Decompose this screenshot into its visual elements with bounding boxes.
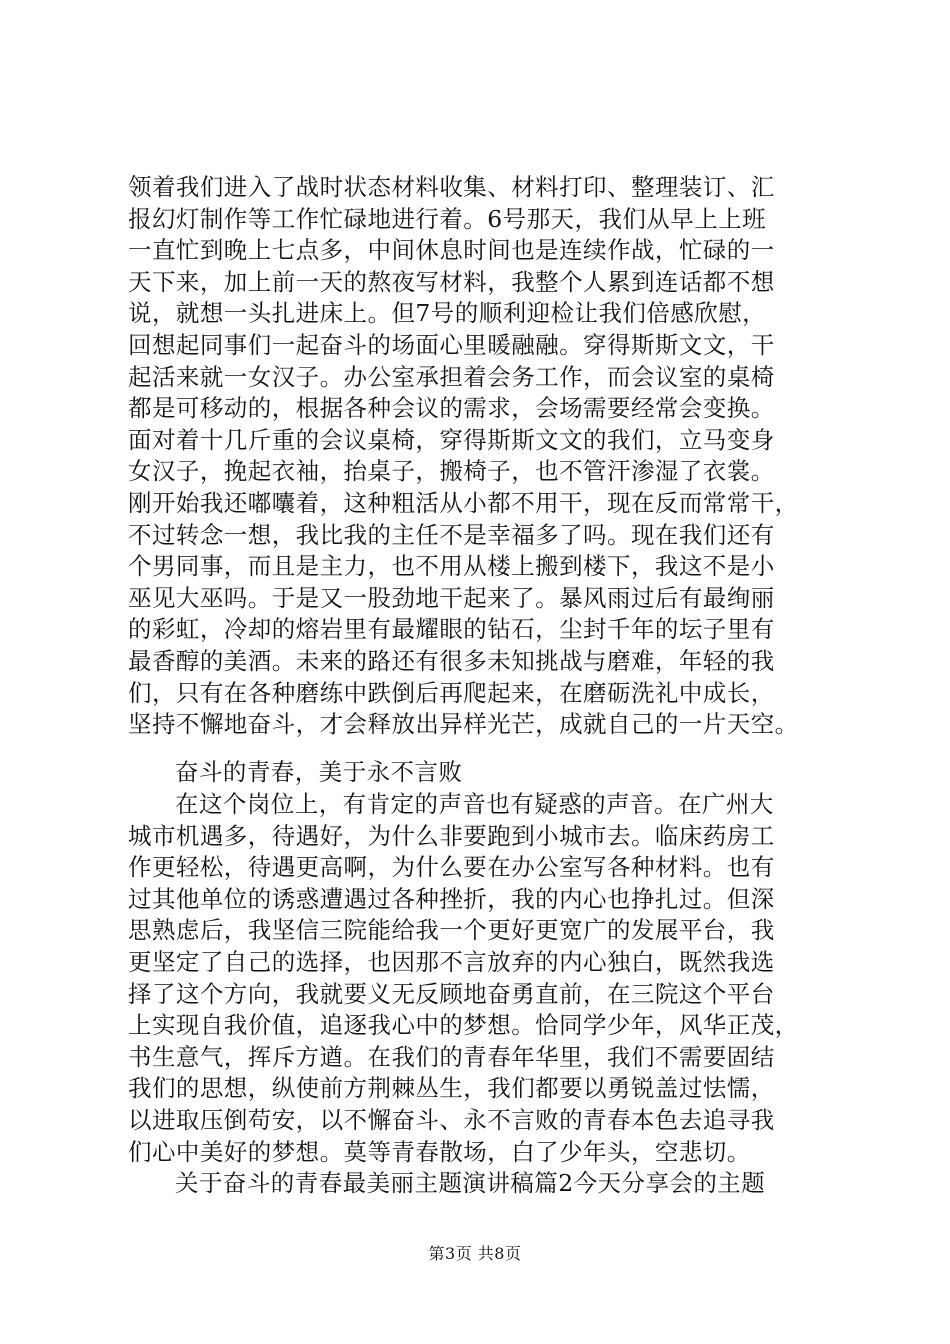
text-line: 领着我们进入了战时状态材料收集、材料打印、整理装订、汇 xyxy=(128,173,775,201)
text-line: 择了这个方向，我就要义无反顾地奋勇直前，在三院这个平台 xyxy=(128,979,775,1008)
text-line: 作更轻松，待遇更高啊，为什么要在办公室写各种材料。也有 xyxy=(128,853,775,882)
section-heading: 奋斗的青春，美于永不言败 xyxy=(175,758,463,786)
text-line: 刚开始我还嘟囔着，这种粗活从小都不用干，现在反而常常干， xyxy=(128,488,799,517)
text-line: 以进取压倒苟安，以不懈奋斗、永不言败的青春本色去追寻我 xyxy=(128,1105,775,1134)
text-line: 女汉子，挽起衣袖，抬桌子，搬椅子，也不管汗渗湿了衣裳。 xyxy=(128,457,775,486)
paragraph-2 xyxy=(128,789,828,1200)
text-line: 都是可移动的，根据各种会议的需求，会场需要经常会变换。 xyxy=(128,394,775,423)
text-line: 天下来，加上前一天的熬夜写材料，我整个人累到连话都不想 xyxy=(128,267,775,296)
section-heading-block xyxy=(128,757,828,789)
text-line: 书生意气，挥斥方遒。在我们的青春年华里，我们不需要固结 xyxy=(128,1042,775,1071)
text-line: 最香醇的美酒。未来的路还有很多未知挑战与磨难，年轻的我 xyxy=(128,646,775,675)
text-line: 一直忙到晚上七点多，中间休息时间也是连续作战，忙碌的一 xyxy=(128,236,775,265)
text-line: 个男同事，而且是主力，也不用从楼上搬到楼下，我这不是小 xyxy=(128,552,775,581)
page-number-footer: 第3页 共8页 xyxy=(428,1244,522,1263)
text-line: 面对着十几斤重的会议桌椅，穿得斯斯文文的我们，立马变身 xyxy=(128,425,775,454)
text-line: 的彩虹，冷却的熔岩里有最耀眼的钻石，尘封千年的坛子里有 xyxy=(128,615,775,644)
paragraph-1 xyxy=(128,172,828,741)
text-line: 上实现自我价值，追逐我心中的梦想。恰同学少年，风华正茂， xyxy=(128,1011,799,1040)
text-line: 巫见大巫吗。于是又一股劲地干起来了。暴风雨过后有最绚丽 xyxy=(128,583,775,612)
text-line: 城市机遇多，待遇好，为什么非要跑到小城市去。临床药房工 xyxy=(128,821,775,850)
text-line: 过其他单位的诱惑遭遇过各种挫折，我的内心也挣扎过。但深 xyxy=(128,884,775,913)
text-line: 思熟虑后，我坚信三院能给我一个更好更宽广的发展平台，我 xyxy=(128,916,775,945)
text-line: 不过转念一想，我比我的主任不是幸福多了吗。现在我们还有 xyxy=(128,520,775,549)
text-line: 起活来就一女汉子。办公室承担着会务工作，而会议室的桌椅 xyxy=(128,362,775,391)
text-line: 坚持不懈地奋斗，才会释放出异样光芒，成就自己的一片天空。 xyxy=(128,710,799,739)
text-line: 在这个岗位上，有肯定的声音也有疑惑的声音。在广州大 xyxy=(175,790,774,818)
text-line: 关于奋斗的青春最美丽主题演讲稿篇2今天分享会的主题 xyxy=(175,1169,766,1198)
text-line: 们心中美好的梦想。莫等青春散场，白了少年头，空悲切。 xyxy=(128,1137,751,1166)
text-line: 报幻灯制作等工作忙碌地进行着。6号那天，我们从早上上班 xyxy=(128,204,767,233)
text-line: 们，只有在各种磨练中跌倒后再爬起来，在磨砺洗礼中成长， xyxy=(128,678,775,707)
text-line: 更坚定了自己的选择，也因那不言放弃的内心独白，既然我选 xyxy=(128,947,775,976)
text-line: 回想起同事们一起奋斗的场面心里暖融融。穿得斯斯文文，干 xyxy=(128,330,775,359)
text-line: 说，就想一头扎进床上。但7号的顺利迎检让我们倍感欣慰， xyxy=(128,299,767,328)
text-line: 我们的思想，纵使前方荆棘丛生，我们都要以勇锐盖过怯懦， xyxy=(128,1074,775,1103)
